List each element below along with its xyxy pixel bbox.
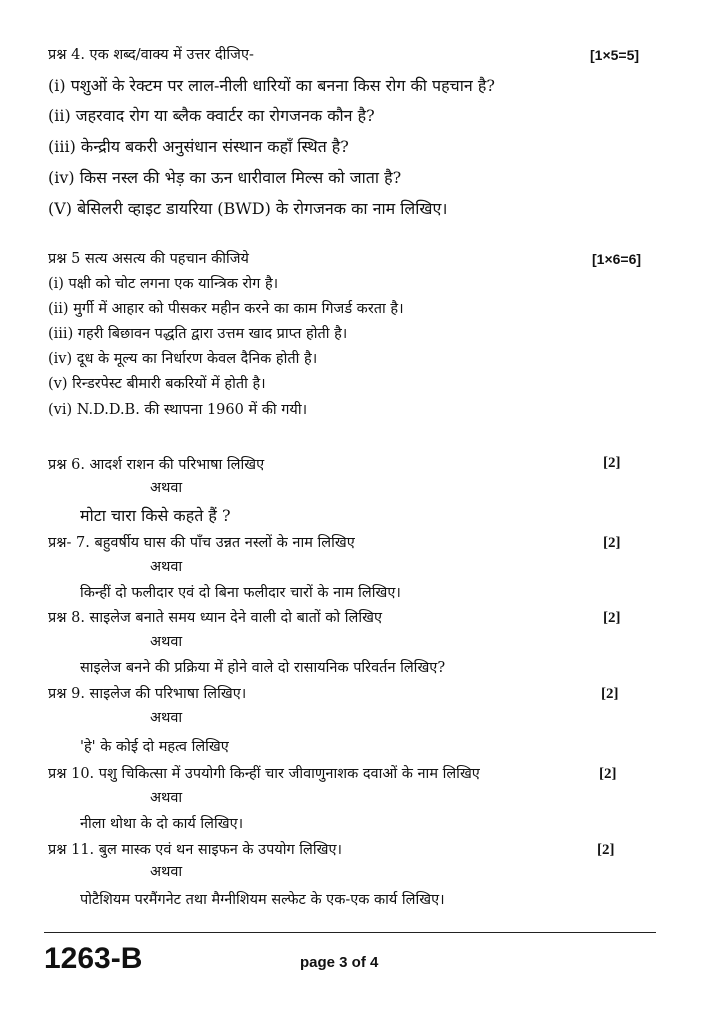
- q8-title: प्रश्न 8. साइलेज बनाते समय ध्यान देने वाली दो बातों को लिखिए: [48, 610, 382, 626]
- q4-marks: [1×5=5]: [590, 47, 640, 63]
- q5-item-5: (v) रिन्डरपेस्ट बीमारी बकरियों में होती है।: [48, 376, 266, 392]
- q9-marks: [2]: [601, 686, 619, 702]
- q7-marks: [2]: [603, 535, 621, 551]
- q7-alt: किन्हीं दो फलीदार एवं दो बिना फलीदार चारों के नाम लिखिए।: [80, 585, 401, 601]
- q9-title: प्रश्न 9. साइलेज की परिभाषा लिखिए।: [48, 686, 247, 702]
- q5-marks: [1×6=6]: [592, 251, 642, 267]
- q5-item-2: (ii) मुर्गी में आहार को पीसकर महीन करने का काम गिजर्ड करता है।: [48, 301, 404, 317]
- q9-alt: 'हे' के कोई दो महत्व लिखिए: [80, 739, 229, 755]
- q8-marks: [2]: [603, 610, 621, 626]
- q11-marks: [2]: [597, 842, 615, 858]
- footer-divider: [44, 932, 656, 933]
- q10-title: प्रश्न 10. पशु चिकित्सा में उपयोगी किन्हीं चार जीवाणुनाशक दवाओं के नाम लिखिए: [48, 766, 480, 782]
- q10-or: अथवा: [150, 790, 183, 806]
- q4-item-4: (iv) किस नस्ल की भेड़ का ऊन धारीवाल मिल्स को जाता है?: [48, 168, 402, 187]
- paper-code: 1263-B: [44, 942, 143, 975]
- page-number: page 3 of 4: [300, 954, 379, 971]
- q4-item-1: (i) पशुओं के रेक्टम पर लाल-नीली धारियों का बनना किस रोग की पहचान है?: [48, 76, 495, 95]
- q4-title: प्रश्न 4. एक शब्द/वाक्य में उत्तर दीजिए-: [48, 47, 254, 63]
- q11-or: अथवा: [150, 864, 183, 880]
- q5-title: प्रश्न 5 सत्य असत्य की पहचान कीजिये: [48, 251, 249, 267]
- q11-title: प्रश्न 11. बुल मास्क एवं थन साइफन के उपयोग लिखिए।: [48, 842, 343, 858]
- q6-or: अथवा: [150, 480, 183, 496]
- q6-title: प्रश्न 6. आदर्श राशन की परिभाषा लिखिए: [48, 457, 265, 473]
- q5-item-3: (iii) गहरी बिछावन पद्धति द्वारा उत्तम खाद प्राप्त होती है।: [48, 326, 348, 342]
- q10-alt: नीला थोथा के दो कार्य लिखिए।: [80, 816, 244, 832]
- q5-item-4: (iv) दूध के मूल्य का निर्धारण केवल दैनिक होती है।: [48, 351, 318, 367]
- q4-item-2: (ii) जहरवाद रोग या ब्लैक क्वार्टर का रोगजनक कौन है?: [48, 106, 375, 125]
- q9-or: अथवा: [150, 710, 183, 726]
- q5-item-6: (vi) N.D.D.B. की स्थापना 1960 में की गयी।: [48, 402, 308, 418]
- q8-or: अथवा: [150, 634, 183, 650]
- q6-alt: मोटा चारा किसे कहते हैं ?: [80, 506, 231, 525]
- q6-marks: [2]: [603, 455, 621, 471]
- q7-or: अथवा: [150, 559, 183, 575]
- q4-item-3: (iii) केन्द्रीय बकरी अनुसंधान संस्थान कहाँ स्थित है?: [48, 137, 349, 156]
- q8-alt: साइलेज बनने की प्रक्रिया में होने वाले दो रासायनिक परिवर्तन लिखिए?: [80, 660, 446, 676]
- q11-alt: पोटैशियम परमैंगनेट तथा मैग्नीशियम सल्फेट के एक-एक कार्य लिखिए।: [80, 892, 445, 908]
- q7-title: प्रश्न- 7. बहुवर्षीय घास की पाँच उन्नत नस्लों के नाम लिखिए: [48, 535, 355, 551]
- q4-item-5: (V) बेसिलरी व्हाइट डायरिया (BWD) के रोगजनक का नाम लिखिए।: [48, 199, 448, 218]
- q10-marks: [2]: [599, 766, 617, 782]
- q5-item-1: (i) पक्षी को चोट लगना एक यान्त्रिक रोग है।: [48, 276, 279, 292]
